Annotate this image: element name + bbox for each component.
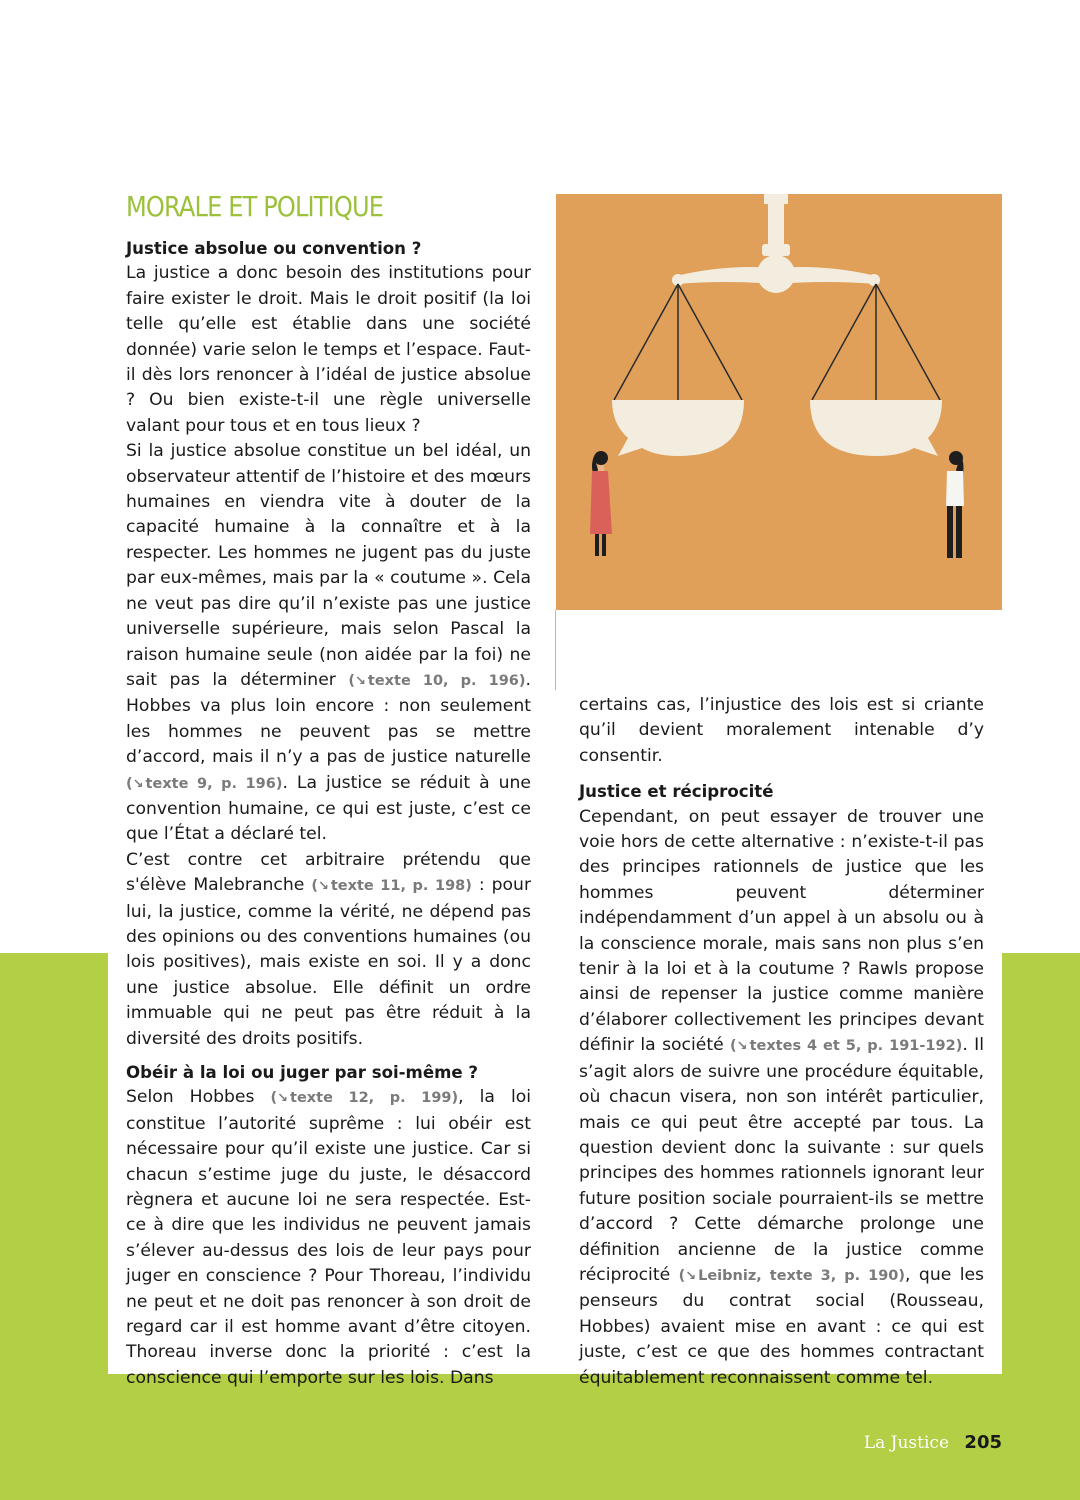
cross-reference[interactable]: (↘ texte 11, p. 198): [311, 878, 472, 895]
reference-arrow-icon: ↘: [736, 1039, 748, 1055]
page-footer: [864, 1432, 1002, 1453]
subheading-reciprocite: Justice et réciprocité: [579, 782, 774, 802]
scales-of-justice-illustration: [556, 194, 1002, 610]
cross-reference[interactable]: (↘ texte 10, p. 196): [348, 672, 526, 689]
paragraph-4: Selon Hobbes (↘ texte 12, p. 199), la loi constitue l’autorité suprême : lui obéir est nécessaire pour qu’il existe une justice. Car si chacun s’estime juge du juste, le désaccord règnera et aucune loi ne sera respectée. Est-ce à dire que les individus ne peuvent jamais s’élever au-dessus des lois de leur pays pour juger en conscience ? Pour Thoreau, l’individu ne peut et ne doit pas renoncer à son droit de regard car il est homme avant d’être citoyen. Thoreau inverse donc la priorité : c’est la conscience qui l’emporte sur les lois. Dans: [126, 1087, 532, 1388]
reference-arrow-icon: ↘: [685, 1268, 697, 1284]
reference-arrow-icon: ↘: [355, 673, 366, 689]
paragraph-continued: certains cas, l’injustice des lois est si criante qu’il devient moralement intenable d’y consentir.: [579, 695, 984, 766]
column-divider: [555, 610, 556, 690]
cross-reference[interactable]: (↘ textes 4 et 5, p. 191-192): [730, 1038, 963, 1055]
right-column: [579, 693, 984, 1391]
reference-arrow-icon: ↘: [317, 879, 329, 895]
cross-reference[interactable]: (↘ texte 9, p. 196): [126, 775, 283, 792]
left-column: [126, 236, 531, 1391]
paragraph-3: C’est contre cet arbitraire prétendu que s'élève Malebranche (↘ texte 11, p. 198) : pour lui, la justice, comme la vérité, ne dépend pas des opinions ou des conventions humaines (ou lois positives), mais existe en soi. Il y a donc une justice absolue. Elle définit un ordre immuable qui ne peut pas être réduit à la diversité des droits positifs.: [126, 849, 532, 1049]
reference-arrow-icon: ↘: [132, 776, 144, 792]
section-title: MORALE ET POLITIQUE: [126, 190, 384, 223]
page-number: 205: [964, 1432, 1002, 1453]
cross-reference[interactable]: (↘ texte 12, p. 199): [270, 1090, 459, 1107]
paragraph-rawls: Cependant, on peut essayer de trouver une voie hors de cette alternative : n’existe-t-il pas des principes rationnels de justice que les hommes peuvent déterminer indépendamment d’un appel à un absolu ou à la conscience morale, mais sans non plus s’en tenir à la loi et à la coutume ? Rawls propose ainsi de repenser la justice comme manière d’élaborer collectivement les principes devant définir la société (↘ textes 4 et 5, p. 191-192). Il s’agit alors de suivre une procédure équitable, où chacun visera, non son intérêt particulier, mais ce qui peut être accepté par tous. La question devient donc la suivante : sur quels principes des hommes rationnels ignorant leur future position sociale pourraient-ils se mettre d’accord ? Cette démarche prolonge une définition ancienne de la justice comme réciprocité (↘ Leibniz, texte 3, p. 190), que les penseurs du contrat social (Rousseau, Hobbes) avaient mise en avant : ce qui est juste, c’est ce que des hommes contractant équitablement reconnaissent comme tel.: [579, 806, 984, 1388]
cross-reference[interactable]: (↘ Leibniz, texte 3, p. 190): [678, 1267, 906, 1284]
paragraph-1: La justice a donc besoin des institutions pour faire exister le droit. Mais le droit positif (la loi telle qu’elle est établie dans une société donnée) varie selon le temps et l’espace. Faut-il dès lors renoncer à l’idéal de justice absolue ? Ou bien existe-t-il une règle universelle valant pour tous et en tous lieux ?: [126, 263, 531, 436]
subheading-obeir: Obéir à la loi ou juger par soi-même ?: [126, 1063, 479, 1082]
paragraph-2: Si la justice absolue constitue un bel idéal, un observateur attentif de l’histoire et des mœurs humaines en viendra vite à douter de la capacité humaine à la connaître et à la respecter. Les hommes ne jugent pas du juste par eux-mêmes, mais par la « coutume ». Cela ne veut pas dire qu’il n’existe pas une justice universelle supérieure, mais selon Pascal la raison humaine seule (non aidée par la foi) ne sait pas la déterminer (↘ texte 10, p. 196). Hobbes va plus loin encore : non seulement les hommes ne peuvent pas se mettre d’accord, mais il n’y a pas de justice naturelle (↘ texte 9, p. 196). La justice se réduit à une convention humaine, ce qui est juste, c’est ce que l’État a déclaré tel.: [126, 441, 532, 845]
reference-arrow-icon: ↘: [277, 1091, 289, 1107]
subheading-justice-absolue: Justice absolue ou convention ?: [126, 239, 422, 258]
chapter-title: La Justice: [863, 1433, 950, 1453]
